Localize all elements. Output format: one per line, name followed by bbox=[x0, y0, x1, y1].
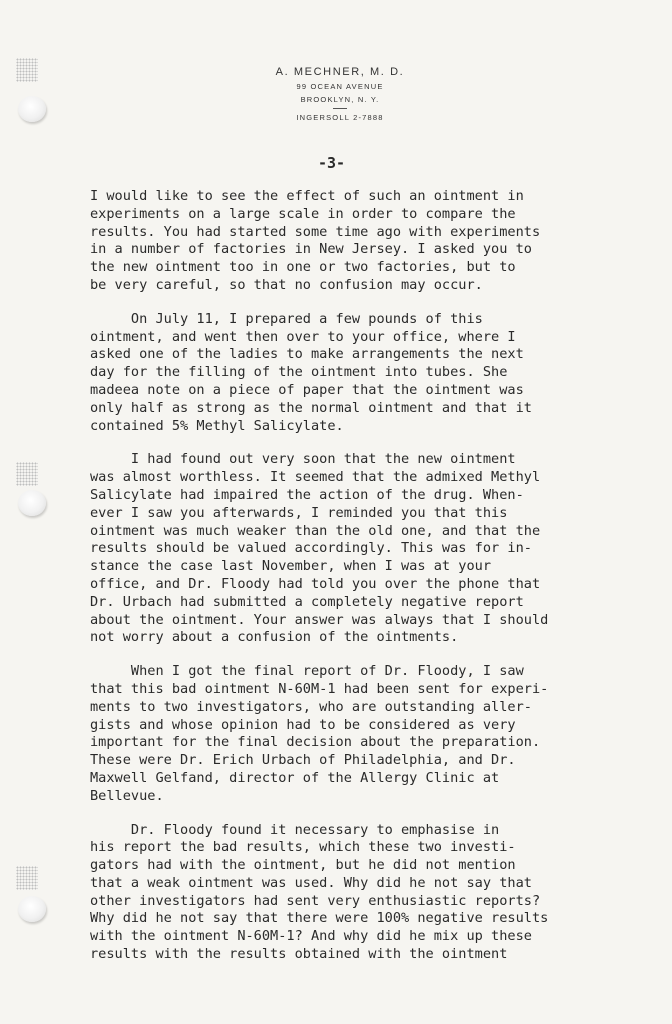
text-line: gators had with the ointment, but he did not mention bbox=[90, 857, 516, 874]
text-line: Why did he not say that there were 100% negative results bbox=[90, 910, 549, 927]
text-line: was almost worthless. It seemed that the admixed Methyl bbox=[90, 469, 541, 486]
text-line: When I got the final report of Dr. Floody, I saw bbox=[90, 663, 524, 680]
letterhead-name: A. MECHNER, M. D. bbox=[275, 66, 405, 78]
text-line: results. You had started some time ago with experiments bbox=[90, 223, 541, 240]
text-line: asked one of the ladies to make arrangements the next bbox=[90, 346, 524, 363]
letterhead-divider bbox=[333, 108, 347, 109]
text-line: Salicylate had impaired the action of the drug. When- bbox=[90, 486, 524, 503]
text-line: with the ointment N-60M-1? And why did he mix up these bbox=[90, 928, 532, 945]
text-line: Dr. Floody found it necessary to emphasise in bbox=[90, 821, 500, 838]
text-line: ointment was much weaker than the old one, and that the bbox=[90, 522, 541, 539]
text-line: Dr. Urbach had submitted a completely negative report bbox=[90, 593, 524, 610]
binder-hole bbox=[18, 96, 46, 122]
binder-hole-dots bbox=[16, 462, 38, 486]
letterhead-street: 99 OCEAN AVENUE bbox=[296, 82, 384, 91]
text-line: that a weak ointment was used. Why did he not say that bbox=[90, 874, 532, 891]
letterhead-city: BROOKLYN, N. Y. bbox=[300, 95, 380, 104]
text-line: about the ointment. Your answer was always that I should bbox=[90, 611, 549, 628]
text-line: contained 5% Methyl Salicylate. bbox=[90, 417, 344, 434]
letterhead bbox=[220, 66, 460, 122]
text-line: Maxwell Gelfand, director of the Allergy Clinic at bbox=[90, 769, 500, 786]
text-line: day for the filling of the ointment into tubes. She bbox=[90, 364, 508, 381]
text-line: the new ointment too in one or two factories, but to bbox=[90, 259, 516, 276]
letterhead-phone: INGERSOLL 2-7888 bbox=[296, 113, 384, 122]
binder-hole bbox=[18, 896, 46, 922]
letter-body bbox=[90, 188, 650, 980]
text-line: gists and whose opinion had to be considered as very bbox=[90, 716, 516, 733]
text-line: other investigators had sent very enthusiastic reports? bbox=[90, 892, 541, 909]
binder-hole-dots bbox=[16, 58, 38, 82]
text-line: ointment, and went then over to your office, where I bbox=[90, 328, 516, 345]
paragraph bbox=[90, 311, 650, 436]
text-line: be very careful, so that no confusion may occur. bbox=[90, 276, 483, 293]
paragraph bbox=[90, 188, 650, 295]
text-line: experiments on a large scale in order to compare the bbox=[90, 205, 516, 222]
binder-hole-dots bbox=[16, 866, 38, 890]
page-number: -3- bbox=[318, 154, 346, 172]
text-line: On July 11, I prepared a few pounds of this bbox=[90, 310, 483, 327]
paragraph bbox=[90, 451, 650, 647]
text-line: important for the final decision about the preparation. bbox=[90, 734, 541, 751]
text-line: ever I saw you afterwards, I reminded you that this bbox=[90, 504, 508, 521]
text-line: only half as strong as the normal ointment and that it bbox=[90, 399, 532, 416]
paragraph bbox=[90, 663, 650, 805]
text-line: that this bad ointment N-60M-1 had been sent for experi- bbox=[90, 680, 549, 697]
text-line: I would like to see the effect of such an ointment in bbox=[90, 188, 524, 204]
text-line: ments to two investigators, who are outstanding aller- bbox=[90, 698, 532, 715]
text-line: results with the results obtained with the ointment bbox=[90, 946, 508, 963]
text-line: office, and Dr. Floody had told you over the phone that bbox=[90, 575, 541, 592]
text-line: These were Dr. Erich Urbach of Philadelphia, and Dr. bbox=[90, 752, 516, 769]
text-line: his report the bad results, which these two investi- bbox=[90, 839, 516, 856]
paragraph bbox=[90, 822, 650, 964]
text-line: madeea note on a piece of paper that the ointment was bbox=[90, 381, 524, 398]
text-line: I had found out very soon that the new ointment bbox=[90, 451, 516, 468]
text-line: Bellevue. bbox=[90, 787, 164, 804]
text-line: results should be valued accordingly. This was for in- bbox=[90, 540, 532, 557]
binder-hole bbox=[18, 490, 46, 516]
text-line: not worry about a confusion of the ointments. bbox=[90, 629, 459, 646]
text-line: stance the case last November, when I was at your bbox=[90, 558, 492, 575]
text-line: in a number of factories in New Jersey. I asked you to bbox=[90, 241, 532, 258]
